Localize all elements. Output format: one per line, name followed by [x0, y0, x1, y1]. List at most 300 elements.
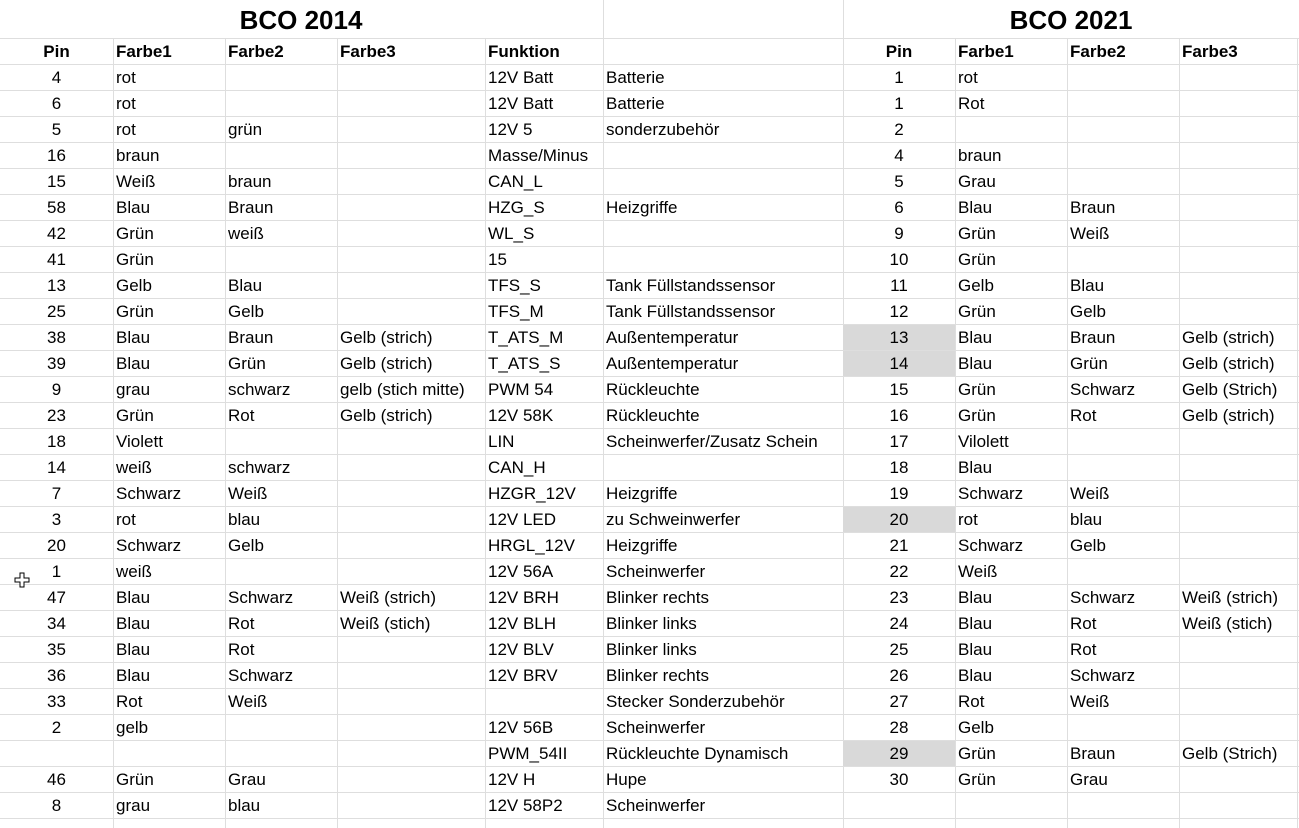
left-table-cell[interactable]: [337, 429, 485, 455]
left-table-cell[interactable]: Scheinwerfer: [606, 718, 706, 737]
left-table-cell[interactable]: Violett: [116, 432, 163, 451]
left-table-cell[interactable]: [337, 741, 485, 767]
left-table-cell[interactable]: weiß: [228, 224, 264, 243]
right-table-cell[interactable]: 30: [889, 770, 909, 789]
right-table-cell[interactable]: Schwarz: [958, 536, 1024, 555]
right-table-cell[interactable]: Grau: [1070, 770, 1108, 789]
left-table-cell[interactable]: Heizgriffe: [606, 484, 678, 503]
left-table-cell[interactable]: Rot: [228, 406, 255, 425]
right-table-cell[interactable]: Grün: [1070, 354, 1108, 373]
left-table-cell[interactable]: 8: [51, 796, 62, 815]
right-table-cell[interactable]: [1067, 793, 1179, 819]
left-table-cell[interactable]: Schwarz: [228, 666, 294, 685]
left-table-cell[interactable]: [337, 91, 485, 117]
left-table-cell[interactable]: [225, 65, 337, 91]
left-table-cell[interactable]: [0, 741, 113, 767]
right-table-cell[interactable]: 5: [894, 172, 904, 191]
right-table-cell[interactable]: [1067, 429, 1179, 455]
left-table-cell[interactable]: Blau: [116, 640, 151, 659]
left-table-cell[interactable]: 12V Batt: [488, 68, 554, 87]
left-table-cell[interactable]: 12V 58K: [488, 406, 554, 425]
right-table-cell[interactable]: [1067, 117, 1179, 143]
right-header-cell: Farbe3: [1182, 42, 1238, 61]
right-table-cell[interactable]: [1067, 143, 1179, 169]
right-table-cell[interactable]: [1179, 715, 1299, 741]
right-table-cell[interactable]: [1179, 65, 1299, 91]
right-table-cell[interactable]: 21: [889, 536, 909, 555]
right-table-cell[interactable]: Schwarz: [1070, 588, 1136, 607]
right-header-cell: Farbe1: [958, 42, 1014, 61]
right-table-cell[interactable]: 23: [889, 588, 909, 607]
left-table-cell[interactable]: 12V H: [488, 770, 536, 789]
left-table-cell[interactable]: [337, 507, 485, 533]
right-table-cell[interactable]: Braun: [1070, 328, 1116, 347]
right-table-cell[interactable]: 22: [889, 562, 909, 581]
left-table-cell[interactable]: [603, 247, 843, 273]
left-table-cell[interactable]: [603, 143, 843, 169]
left-table-cell[interactable]: Grün: [116, 770, 154, 789]
left-table-cell[interactable]: 7: [51, 484, 62, 503]
right-table-cell[interactable]: 15: [889, 380, 909, 399]
right-table-cell[interactable]: Blau: [958, 198, 993, 217]
left-table-cell[interactable]: Rückleuchte: [606, 380, 700, 399]
left-table-cell[interactable]: Scheinwerfer/Zusatz Schein: [606, 432, 818, 451]
left-table-cell[interactable]: Außentemperatur: [606, 328, 739, 347]
right-table-cell[interactable]: [1179, 533, 1299, 559]
left-table-cell[interactable]: [337, 767, 485, 793]
left-table-cell[interactable]: [337, 533, 485, 559]
left-table-cell[interactable]: Weiß (stich): [340, 614, 431, 633]
left-table-cell[interactable]: 23: [47, 406, 66, 425]
right-table-cell[interactable]: [1179, 663, 1299, 689]
left-table-cell[interactable]: Rückleuchte: [606, 406, 700, 425]
left-table-cell[interactable]: 25: [47, 302, 66, 321]
left-table-cell[interactable]: LIN: [488, 432, 515, 451]
right-table-cell[interactable]: rot: [958, 68, 978, 87]
right-table-cell[interactable]: [1179, 481, 1299, 507]
left-table-cell[interactable]: grün: [228, 120, 263, 139]
right-table-cell[interactable]: 13: [843, 325, 955, 350]
left-table-cell[interactable]: Grün: [116, 302, 154, 321]
left-table-cell[interactable]: [337, 195, 485, 221]
left-table-cell[interactable]: schwarz: [228, 380, 291, 399]
left-table-cell[interactable]: rot: [116, 94, 136, 113]
left-table-cell[interactable]: blau: [228, 796, 261, 815]
right-table-cell[interactable]: Blau: [958, 354, 993, 373]
right-table-cell[interactable]: Blau: [958, 588, 993, 607]
left-table-cell[interactable]: PWM 54: [488, 380, 554, 399]
right-table-cell[interactable]: rot: [958, 510, 978, 529]
right-table-cell[interactable]: Rot: [1070, 614, 1097, 633]
right-table-cell[interactable]: Rot: [1070, 406, 1097, 425]
left-table-cell[interactable]: schwarz: [228, 458, 291, 477]
right-table-cell[interactable]: 11: [890, 276, 908, 295]
left-table-cell[interactable]: Heizgriffe: [606, 198, 678, 217]
right-table-cell[interactable]: [1179, 247, 1299, 273]
left-table-cell[interactable]: 3: [51, 510, 62, 529]
right-table-cell[interactable]: [1067, 65, 1179, 91]
right-table-cell[interactable]: [1179, 793, 1299, 819]
left-table-cell[interactable]: 42: [47, 224, 66, 243]
left-table-cell[interactable]: Gelb (strich): [340, 406, 433, 425]
right-table-cell[interactable]: Weiß: [958, 562, 998, 581]
title-left: BCO 2014: [239, 5, 363, 35]
right-table-cell[interactable]: braun: [958, 146, 1002, 165]
left-table-cell[interactable]: [225, 143, 337, 169]
left-table-cell[interactable]: 12V BRH: [488, 588, 559, 607]
left-header-cell: Farbe2: [228, 42, 284, 61]
left-table-cell[interactable]: [337, 689, 485, 715]
right-table-cell[interactable]: Gelb (strich): [1182, 354, 1275, 373]
left-table-cell[interactable]: Blau: [116, 588, 151, 607]
right-table-cell[interactable]: 26: [889, 666, 909, 685]
left-table-cell[interactable]: weiß: [116, 562, 152, 581]
left-table-cell[interactable]: [337, 221, 485, 247]
right-table-cell[interactable]: Gelb: [1070, 536, 1106, 555]
left-table-cell[interactable]: rot: [116, 510, 136, 529]
left-table-cell[interactable]: 15: [488, 250, 507, 269]
left-table-cell[interactable]: 39: [47, 354, 66, 373]
left-table-cell[interactable]: Scheinwerfer: [606, 562, 706, 581]
left-table-cell[interactable]: 36: [47, 666, 66, 685]
left-table-cell[interactable]: Grau: [228, 770, 266, 789]
left-table-cell[interactable]: Rückleuchte Dynamisch: [606, 744, 789, 763]
left-table-cell[interactable]: Schwarz: [228, 588, 294, 607]
left-table-cell[interactable]: 35: [47, 640, 66, 659]
right-table-cell[interactable]: Grün: [958, 744, 996, 763]
left-table-cell[interactable]: Braun: [228, 328, 274, 347]
right-table-cell[interactable]: Braun: [1070, 744, 1116, 763]
right-table-cell[interactable]: [1179, 195, 1299, 221]
left-table-cell[interactable]: rot: [116, 68, 136, 87]
left-table-cell[interactable]: blau: [228, 510, 261, 529]
left-table-cell[interactable]: 12V 58P2: [488, 796, 563, 815]
left-table-cell[interactable]: 34: [47, 614, 66, 633]
left-table-cell[interactable]: Blinker links: [606, 614, 697, 633]
left-table-cell[interactable]: Rot: [228, 640, 255, 659]
right-table-cell[interactable]: Grün: [958, 302, 996, 321]
right-table-cell[interactable]: Blau: [958, 640, 993, 659]
left-table-cell[interactable]: 2: [51, 718, 62, 737]
left-header-cell: Farbe3: [340, 42, 396, 61]
left-table-cell[interactable]: Rot: [228, 614, 255, 633]
right-table-cell[interactable]: Rot: [958, 692, 985, 711]
right-table-cell[interactable]: [1179, 169, 1299, 195]
right-table-cell[interactable]: 9: [894, 224, 904, 243]
left-table-cell[interactable]: [337, 247, 485, 273]
right-table-cell[interactable]: Blau: [1070, 276, 1105, 295]
left-table-cell[interactable]: [113, 741, 225, 767]
left-table-cell[interactable]: [337, 117, 485, 143]
left-table-cell[interactable]: Blinker rechts: [606, 666, 709, 685]
left-table-cell[interactable]: Masse/Minus: [488, 146, 589, 165]
left-table-cell[interactable]: 4: [51, 68, 62, 87]
right-table-cell[interactable]: Grün: [958, 406, 996, 425]
left-table-cell[interactable]: Scheinwerfer: [606, 796, 706, 815]
left-table-cell[interactable]: 5: [51, 120, 62, 139]
left-table-cell[interactable]: [337, 169, 485, 195]
right-table-cell[interactable]: [1179, 689, 1299, 715]
right-table-cell[interactable]: [1179, 559, 1299, 585]
left-table-cell[interactable]: Gelb: [116, 276, 152, 295]
right-table-cell[interactable]: [1179, 117, 1299, 143]
left-table-cell[interactable]: [225, 741, 337, 767]
left-table-cell[interactable]: 9: [51, 380, 62, 399]
left-table-cell[interactable]: Blinker links: [606, 640, 697, 659]
left-table-cell[interactable]: [337, 559, 485, 585]
left-table-cell[interactable]: Schwarz: [116, 484, 182, 503]
left-table-cell[interactable]: 46: [47, 770, 66, 789]
right-table-cell[interactable]: Vilolett: [958, 432, 1009, 451]
right-table-cell[interactable]: Gelb (strich): [1182, 406, 1275, 425]
left-table-cell[interactable]: grau: [116, 796, 151, 815]
left-table-cell[interactable]: Grün: [116, 250, 154, 269]
left-table-cell[interactable]: HZGR_12V: [488, 484, 576, 503]
left-table-cell[interactable]: CAN_H: [488, 458, 546, 477]
left-table-cell[interactable]: 58: [47, 198, 66, 217]
right-table-cell[interactable]: Weiß: [1070, 484, 1110, 503]
right-table-cell[interactable]: Grau: [958, 172, 996, 191]
left-table-cell[interactable]: [603, 221, 843, 247]
right-table-cell[interactable]: [1067, 247, 1179, 273]
right-table-cell[interactable]: 25: [889, 640, 909, 659]
left-table-cell[interactable]: 38: [47, 328, 66, 347]
left-table-cell[interactable]: CAN_L: [488, 172, 543, 191]
left-table-cell[interactable]: 47: [47, 588, 66, 607]
left-table-cell[interactable]: [337, 793, 485, 819]
right-table-cell[interactable]: [1067, 559, 1179, 585]
left-table-cell[interactable]: Blau: [116, 354, 151, 373]
left-table-cell[interactable]: 12V 56B: [488, 718, 554, 737]
right-table-cell[interactable]: Rot: [958, 94, 985, 113]
left-table-cell[interactable]: 6: [51, 94, 62, 113]
left-table-cell[interactable]: gelb (stich mitte): [340, 380, 465, 399]
left-table-cell[interactable]: Gelb: [228, 302, 264, 321]
right-table-cell[interactable]: [1067, 169, 1179, 195]
left-table-cell[interactable]: 12V LED: [488, 510, 557, 529]
right-table-cell[interactable]: [1067, 91, 1179, 117]
right-table-cell[interactable]: Blau: [958, 328, 993, 347]
right-table-cell[interactable]: Weiß: [1070, 224, 1110, 243]
left-table-cell[interactable]: sonderzubehör: [606, 120, 720, 139]
right-table-cell[interactable]: 29: [843, 741, 955, 766]
left-table-cell[interactable]: Blinker rechts: [606, 588, 709, 607]
left-table-cell[interactable]: rot: [116, 120, 136, 139]
left-table-cell[interactable]: PWM_54II: [488, 744, 568, 763]
left-table-cell[interactable]: [337, 715, 485, 741]
right-table-cell[interactable]: [955, 793, 1067, 819]
left-table-cell[interactable]: 12V BLV: [488, 640, 554, 659]
right-table-cell[interactable]: [1179, 299, 1299, 325]
right-table-cell[interactable]: 19: [889, 484, 909, 503]
left-table-cell[interactable]: Tank Füllstandssensor: [606, 276, 776, 295]
left-table-cell[interactable]: Hupe: [606, 770, 647, 789]
left-table-cell[interactable]: [603, 455, 843, 481]
left-table-cell[interactable]: 20: [47, 536, 66, 555]
left-table-cell[interactable]: [337, 143, 485, 169]
left-table-cell[interactable]: Weiß (strich): [340, 588, 437, 607]
right-table-cell[interactable]: 24: [889, 614, 909, 633]
left-table-cell[interactable]: Gelb (strich): [340, 328, 433, 347]
right-table-cell[interactable]: [1067, 455, 1179, 481]
left-table-cell[interactable]: T_ATS_M: [488, 328, 564, 347]
left-table-cell[interactable]: [337, 299, 485, 325]
left-table-cell[interactable]: 16: [47, 146, 66, 165]
right-table-cell[interactable]: Gelb (Strich): [1182, 380, 1278, 399]
left-table-cell[interactable]: 33: [47, 692, 66, 711]
left-table-cell[interactable]: [225, 247, 337, 273]
left-table-cell[interactable]: [225, 715, 337, 741]
left-table-cell[interactable]: 1: [51, 562, 62, 581]
right-table-cell[interactable]: 28: [889, 718, 909, 737]
right-table-cell[interactable]: 27: [889, 692, 909, 711]
right-table-cell[interactable]: Blau: [958, 666, 993, 685]
right-table-cell[interactable]: 2: [894, 120, 904, 139]
left-table-cell[interactable]: Gelb: [228, 536, 264, 555]
left-table-cell[interactable]: T_ATS_S: [488, 354, 561, 373]
right-table-cell[interactable]: Schwarz: [958, 484, 1024, 503]
right-table-cell[interactable]: Gelb: [958, 276, 994, 295]
right-table-cell[interactable]: Grün: [958, 250, 996, 269]
left-table-cell[interactable]: 14: [47, 458, 66, 477]
left-table-cell[interactable]: Außentemperatur: [606, 354, 739, 373]
right-table-cell[interactable]: 6: [894, 198, 904, 217]
right-table-cell[interactable]: [1179, 273, 1299, 299]
right-table-cell[interactable]: Grün: [958, 770, 996, 789]
right-header-cell: Pin: [885, 42, 913, 61]
right-table-cell[interactable]: 18: [889, 458, 909, 477]
title-right: BCO 2021: [1009, 5, 1133, 35]
left-table-cell[interactable]: Tank Füllstandssensor: [606, 302, 776, 321]
left-table-cell[interactable]: Blau: [116, 614, 151, 633]
right-table-cell[interactable]: [1179, 91, 1299, 117]
right-table-cell[interactable]: Rot: [1070, 640, 1097, 659]
right-table-cell[interactable]: Blau: [958, 614, 993, 633]
left-table-cell[interactable]: Heizgriffe: [606, 536, 678, 555]
right-table-cell[interactable]: Blau: [958, 458, 993, 477]
left-table-cell[interactable]: weiß: [116, 458, 152, 477]
left-table-cell[interactable]: WL_S: [488, 224, 535, 243]
left-table-cell[interactable]: [337, 273, 485, 299]
left-table-cell[interactable]: Grün: [228, 354, 266, 373]
right-table-cell[interactable]: Gelb: [1070, 302, 1106, 321]
right-table-cell[interactable]: Weiß (strich): [1182, 588, 1279, 607]
right-table-cell[interactable]: [1179, 429, 1299, 455]
right-header-cell: Farbe2: [1070, 42, 1126, 61]
right-table-cell[interactable]: 17: [889, 432, 909, 451]
left-table-cell[interactable]: [485, 689, 603, 715]
right-table-cell[interactable]: 10: [889, 250, 909, 269]
right-table-cell[interactable]: Grün: [958, 380, 996, 399]
left-table-cell[interactable]: [337, 663, 485, 689]
right-table-cell[interactable]: [1179, 143, 1299, 169]
right-table-cell[interactable]: Weiß (stich): [1182, 614, 1273, 633]
right-table-cell[interactable]: 16: [889, 406, 909, 425]
left-table-cell[interactable]: Blau: [116, 328, 151, 347]
right-table-cell[interactable]: 14: [843, 351, 955, 376]
left-table-cell[interactable]: [337, 455, 485, 481]
right-table-cell[interactable]: 12: [889, 302, 909, 321]
left-table-cell[interactable]: braun: [228, 172, 272, 191]
left-table-cell[interactable]: Batterie: [606, 94, 665, 113]
right-table-cell[interactable]: Gelb: [958, 718, 994, 737]
left-table-cell[interactable]: TFS_M: [488, 302, 544, 321]
left-table-cell[interactable]: Batterie: [606, 68, 665, 87]
left-header-cell: Farbe1: [116, 42, 172, 61]
left-table-cell[interactable]: Schwarz: [116, 536, 182, 555]
left-table-cell[interactable]: [337, 637, 485, 663]
right-table-cell[interactable]: 1: [894, 68, 904, 87]
right-table-cell[interactable]: [1179, 637, 1299, 663]
right-table-cell[interactable]: 4: [894, 146, 904, 165]
left-table-cell[interactable]: gelb: [116, 718, 149, 737]
left-table-cell[interactable]: Weiß: [228, 692, 268, 711]
right-table-cell[interactable]: [1179, 221, 1299, 247]
left-table-cell[interactable]: 12V 56A: [488, 562, 554, 581]
left-table-cell[interactable]: Blau: [116, 198, 151, 217]
right-table-cell[interactable]: Braun: [1070, 198, 1116, 217]
left-table-cell[interactable]: Grün: [116, 224, 154, 243]
right-table-cell[interactable]: [1067, 715, 1179, 741]
left-table-cell[interactable]: [225, 559, 337, 585]
left-table-cell[interactable]: 12V Batt: [488, 94, 554, 113]
right-table-cell[interactable]: Weiß: [1070, 692, 1110, 711]
left-table-cell[interactable]: 12V 5: [488, 120, 533, 139]
right-table-cell[interactable]: Gelb (strich): [1182, 328, 1275, 347]
right-table-cell[interactable]: [1179, 455, 1299, 481]
left-table-cell[interactable]: Stecker Sonderzubehör: [606, 692, 785, 711]
left-table-cell[interactable]: HZG_S: [488, 198, 545, 217]
left-header-cell: Funktion: [488, 42, 560, 61]
left-table-cell[interactable]: [225, 91, 337, 117]
left-table-cell[interactable]: HRGL_12V: [488, 536, 575, 555]
left-table-cell[interactable]: 18: [47, 432, 66, 451]
left-table-cell[interactable]: Gelb (strich): [340, 354, 433, 373]
left-table-cell[interactable]: zu Schweinwerfer: [606, 510, 741, 529]
left-table-cell[interactable]: 12V BRV: [488, 666, 558, 685]
left-table-cell[interactable]: Blau: [116, 666, 151, 685]
left-table-cell[interactable]: Rot: [116, 692, 143, 711]
left-table-cell[interactable]: grau: [116, 380, 151, 399]
right-table-cell[interactable]: [843, 793, 955, 819]
left-table-cell[interactable]: Grün: [116, 406, 154, 425]
left-table-cell[interactable]: Braun: [228, 198, 274, 217]
left-table-cell[interactable]: [337, 65, 485, 91]
right-table-cell[interactable]: [1179, 767, 1299, 793]
left-table-cell[interactable]: [603, 169, 843, 195]
left-table-cell[interactable]: 13: [47, 276, 66, 295]
right-table-cell[interactable]: 20: [843, 507, 955, 532]
right-table-cell[interactable]: blau: [1070, 510, 1103, 529]
right-table-cell[interactable]: [955, 117, 1067, 143]
left-table-cell[interactable]: Weiß: [228, 484, 268, 503]
left-table-cell[interactable]: [225, 429, 337, 455]
right-table-cell[interactable]: [1179, 507, 1299, 533]
left-table-cell[interactable]: 12V BLH: [488, 614, 557, 633]
left-table-cell[interactable]: TFS_S: [488, 276, 541, 295]
right-table-cell[interactable]: Grün: [958, 224, 996, 243]
right-table-cell[interactable]: Gelb (Strich): [1182, 744, 1278, 763]
left-table-cell[interactable]: [337, 481, 485, 507]
left-table-cell[interactable]: Weiß: [116, 172, 156, 191]
left-table-cell[interactable]: Blau: [228, 276, 263, 295]
right-table-cell[interactable]: 1: [894, 94, 904, 113]
left-table-cell[interactable]: 41: [47, 250, 66, 269]
left-table-cell[interactable]: braun: [116, 146, 160, 165]
right-table-cell[interactable]: Schwarz: [1070, 380, 1136, 399]
left-table-cell[interactable]: 15: [47, 172, 66, 191]
right-table-cell[interactable]: Schwarz: [1070, 666, 1136, 685]
